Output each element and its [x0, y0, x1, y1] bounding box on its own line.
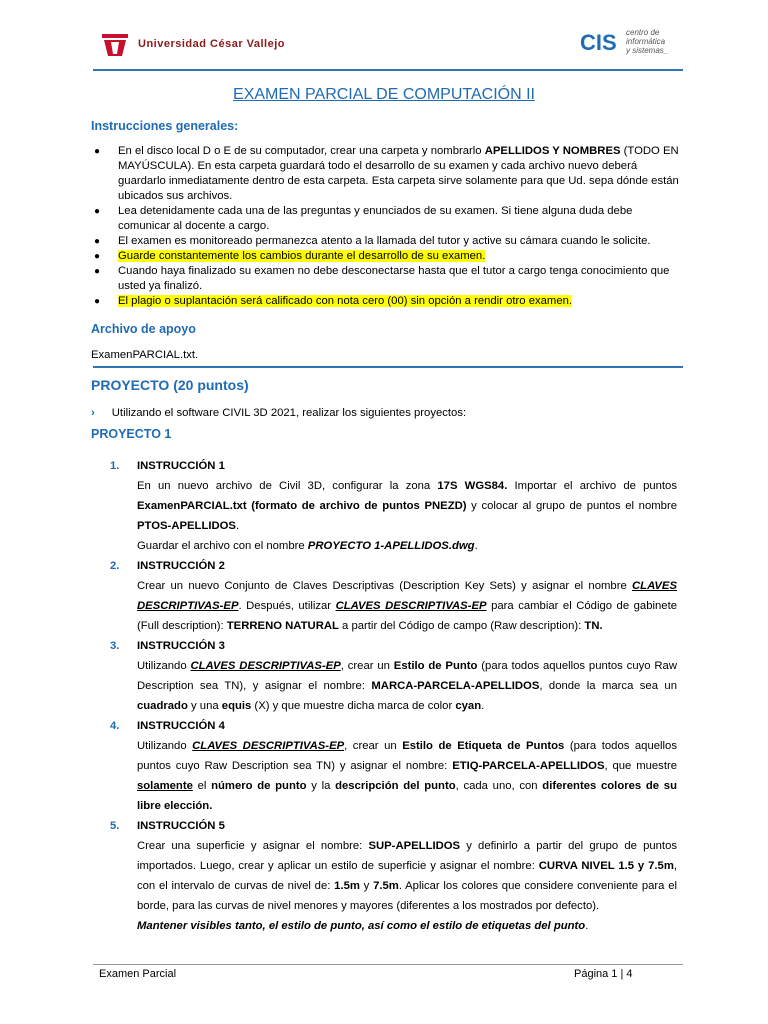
- step-5: 5. INSTRUCCIÓN 5 Crear una superficie y asignar el nombre: SUP-APELLIDOS y definirlo a partir del grupo de puntos importados. Luego, crear y aplicar un estilo de superficie y asignar el nombre: CURVA NIVEL 1.5 y 7.5m, con el intervalo de curvas de nivel de: 1.5m y 7.5m. Aplicar los colores que considere conveniente para el borde, para las curvas de nivel menores y mayores (diferentes a los mostrados por defecto). Mantener visibles tanto, el estilo de punto, así como el estilo de etiquetas del punto.: [91, 816, 677, 936]
- footer-page-number: Página 1 | 4: [574, 968, 633, 980]
- instructions-list: [91, 144, 681, 309]
- bullet-icon: ●: [94, 251, 101, 262]
- step-title: INSTRUCCIÓN 2: [137, 560, 225, 572]
- step-title: INSTRUCCIÓN 4: [137, 720, 225, 732]
- list-item: ● En el disco local D o E de su computador, crear una carpeta y nombrarlo APELLIDOS Y NOMBRES (TODO EN MAYÚSCULA). En esta carpeta guardará todo el desarrollo de su examen y cada archivo nuevo deberá guardarlo inmediatamente dentro de esta carpeta. Esta carpeta sirve solamente para que Ud. sepa dónde están ubicados sus archivos.: [94, 145, 679, 202]
- chevron-right-icon: ›: [91, 407, 95, 419]
- list-item: ● Guarde constantemente los cambios durante el desarrollo de su examen.: [94, 250, 486, 262]
- support-heading: Archivo de apoyo: [91, 322, 196, 336]
- footer-divider: [93, 964, 683, 965]
- step-1: 1. INSTRUCCIÓN 1 En un nuevo archivo de Civil 3D, configurar la zona 17S WGS84. Importar el archivo de puntos ExamenPARCIAL.txt (formato de archivo de puntos PNEZD) y colocar al grupo de puntos el nombre PTOS-APELLIDOS. Guardar el archivo con el nombre PROYECTO 1-APELLIDOS.dwg.: [91, 456, 677, 556]
- project-intro: › Utilizando el software CIVIL 3D 2021, realizar los siguientes proyectos:: [91, 407, 467, 419]
- bullet-icon: ●: [94, 296, 101, 307]
- step-number: 2.: [110, 560, 120, 572]
- step-4: 4. INSTRUCCIÓN 4 Utilizando CLAVES DESCRIPTIVAS-EP, crear un Estilo de Etiqueta de Puntos (para todos aquellos puntos cuyo Raw Description sea TN) y asignar el nombre: ETIQ-PARCELA-APELLIDOS, que muestre solamente el número de punto y la descripción del punto, cada uno, con diferentes colores de su libre elección.: [91, 716, 677, 816]
- list-item: ● El examen es monitoreado permanezca atento a la llamada del tutor y active su cámara cuando le solicite.: [94, 235, 651, 247]
- section-divider: [93, 366, 683, 368]
- center-name: [626, 28, 668, 55]
- step-3: 3. INSTRUCCIÓN 3 Utilizando CLAVES DESCRIPTIVAS-EP, crear un Estilo de Punto (para todos aquellos puntos cuyo Raw Description sea TN), y asignar el nombre: MARCA-PARCELA-APELLIDOS, donde la marca sea un cuadrado y una equis (X) y que muestre dicha marca de color cyan.: [91, 636, 677, 716]
- bullet-icon: ●: [94, 206, 101, 217]
- list-item: ● Cuando haya finalizado su examen no debe desconectarse hasta que el tutor a cargo tenga conocimiento que usted ya finalizó.: [94, 265, 670, 292]
- step-number: 5.: [110, 820, 120, 832]
- list-item: ● Lea detenidamente cada una de las preguntas y enunciados de su examen. Si tiene alguna duda debe comunicar al docente a cargo.: [94, 205, 633, 232]
- center-line-2: informática: [626, 37, 666, 46]
- university-name: Universidad César Vallejo: [138, 38, 286, 50]
- instructions-heading: Instrucciones generales:: [91, 119, 239, 133]
- bullet-icon: ●: [94, 146, 101, 157]
- step-title: INSTRUCCIÓN 5: [137, 820, 225, 832]
- bullet-icon: ●: [94, 236, 101, 247]
- step-2: 2. INSTRUCCIÓN 2 Crear un nuevo Conjunto de Claves Descriptivas (Description Key Sets) y asignar el nombre CLAVES DESCRIPTIVAS-EP. Después, utilizar CLAVES DESCRIPTIVAS-EP para cambiar el Código de gabinete (Full description): TERRENO NATURAL a partir del Código de campo (Raw description): TN.: [91, 556, 677, 636]
- step-title: INSTRUCCIÓN 1: [137, 460, 225, 472]
- header-divider: [93, 69, 683, 71]
- cis-logo-text: CIS: [580, 29, 617, 55]
- support-file: ExamenPARCIAL.txt.: [91, 349, 199, 361]
- center-logo: [580, 28, 668, 55]
- cis-logo-icon: [580, 29, 622, 55]
- ucv-shield-icon: [100, 30, 130, 58]
- footer-left: Examen Parcial: [99, 968, 177, 980]
- center-line-1: centro de: [626, 28, 660, 37]
- project-heading: PROYECTO (20 puntos): [91, 377, 249, 393]
- list-item: ● El plagio o suplantación será calificado con nota cero (00) sin opción a rendir otro examen.: [94, 295, 573, 307]
- university-logo: [100, 30, 285, 58]
- step-number: 3.: [110, 640, 120, 652]
- center-line-3: y sistemas_: [626, 46, 669, 55]
- step-title: INSTRUCCIÓN 3: [137, 640, 225, 652]
- bullet-icon: ●: [94, 266, 101, 277]
- step-number: 4.: [110, 720, 120, 732]
- page-title: EXAMEN PARCIAL DE COMPUTACIÓN II: [233, 86, 535, 103]
- step-number: 1.: [110, 460, 120, 472]
- project-sub-heading: PROYECTO 1: [91, 427, 172, 441]
- steps-list: [91, 456, 677, 936]
